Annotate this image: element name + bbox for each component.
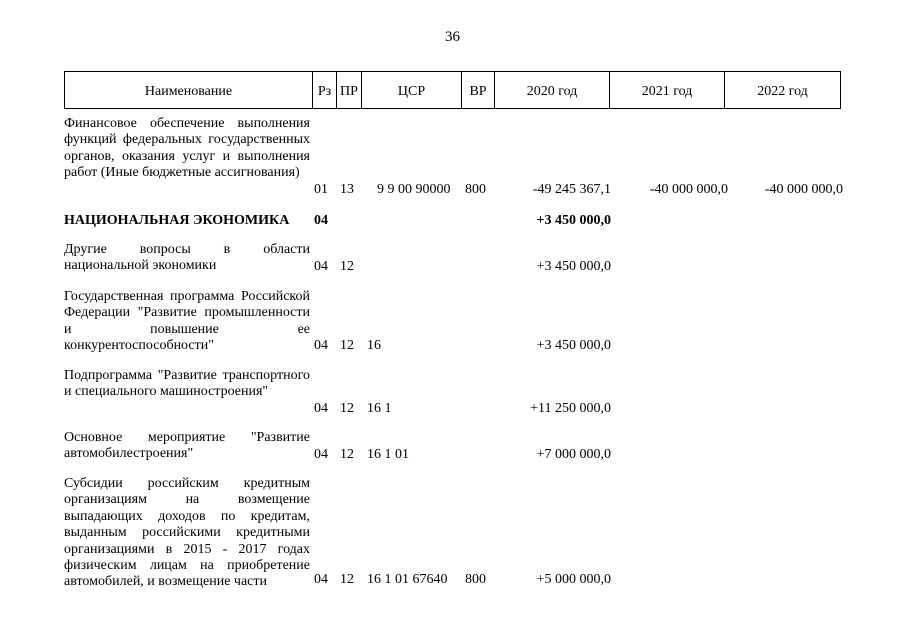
row-name: Финансовое обеспечение выполнения функций федеральных государственных органов, оказания услуг и выполнения работ (Иные бюджетные ассигнования) [64,116,310,181]
row-csr: 16 1 01 67640 [367,572,448,587]
row-2021: -40 000 000,0 [649,182,728,197]
header-pr: ПР [337,72,362,109]
header-vr: ВР [462,72,495,109]
row-2020: -49 245 367,1 [532,182,611,197]
table-row [64,430,844,464]
row-rz: 01 [314,182,328,197]
row-pr: 12 [340,259,354,274]
header-2020: 2020 год [495,72,610,109]
row-csr: 9 9 00 90000 [377,182,451,197]
row-name: НАЦИОНАЛЬНАЯ ЭКОНОМИКА [64,213,290,228]
row-pr: 12 [340,338,354,353]
row-2020: +3 450 000,0 [536,338,611,353]
row-rz: 04 [314,572,328,587]
header-csr: ЦСР [362,72,462,109]
row-rz: 04 [314,338,328,353]
row-rz: 04 [314,213,328,228]
table-row [64,368,844,418]
row-pr: 12 [340,447,354,462]
header-rz: Рз [313,72,337,109]
table-row [64,116,844,202]
table-row [64,289,844,355]
row-vr: 800 [465,182,486,197]
row-2020: +7 000 000,0 [536,447,611,462]
header-2022: 2022 год [725,72,841,109]
row-rz: 04 [314,401,328,416]
page-number: 36 [445,29,460,45]
row-pr: 12 [340,401,354,416]
row-csr: 16 1 01 [367,447,409,462]
row-pr: 12 [340,572,354,587]
row-name: Другие вопросы в области национальной экономики [64,242,310,274]
row-2020: +3 450 000,0 [536,259,611,274]
row-rz: 04 [314,259,328,274]
row-vr: 800 [465,572,486,587]
row-rz: 04 [314,447,328,462]
row-name: Основное мероприятие "Развитие автомобилестроения" [64,430,310,462]
row-2020: +11 250 000,0 [530,401,611,416]
row-name: Подпрограмма "Развитие транспортного и специального машиностроения" [64,368,310,400]
table-header [64,71,841,109]
header-name: Наименование [65,72,313,109]
row-csr: 16 1 [367,401,392,416]
row-2020: +5 000 000,0 [536,572,611,587]
header-2021: 2021 год [610,72,725,109]
row-csr: 16 [367,338,381,353]
row-pr: 13 [340,182,354,197]
row-name: Государственная программа Российской Федерации "Развитие промышленности и повышение ее конкурентоспособности" [64,289,310,354]
row-2020: +3 450 000,0 [536,213,611,228]
table-row [64,476,844,596]
table-row [64,242,844,276]
row-name: Субсидии российским кредитным организациям на возмещение выпадающих доходов по кредитам, выданным российскими кредитными организациями в 2015 - 2017 годах физическим лицам на приобретение автомобилей, и возмещение части [64,476,310,590]
row-2022: -40 000 000,0 [764,182,843,197]
table-row [64,213,844,231]
